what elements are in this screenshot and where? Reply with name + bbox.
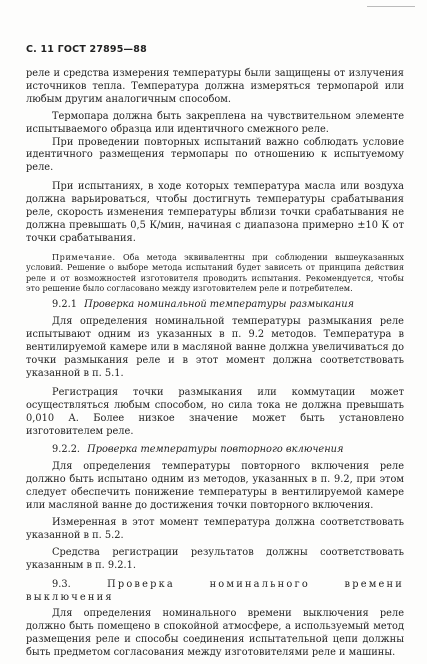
paragraph-repeat-tests: При проведении повторных испытаний важно соблюдать условие идентичного размещения термопары по отношению к испытуемому реле.: [26, 136, 404, 174]
paragraph-thermocouple: Термопара должна быть закреплена на чувствительном элементе испытываемого образца или идентичного смежного реле.: [26, 110, 404, 135]
section-number: 9.3.: [52, 578, 71, 590]
paragraph-temperature-rate: При испытаниях, в ходе которых температура масла или воздуха должна варьироваться, чтобы достигнуть температуры срабатывания реле, скорость изменения температуры вблизи точки срабатывания не должна превышать 0,5 К/мин, начиная с диапазона примерно ±10 К от точки срабатывания.: [26, 181, 404, 244]
paragraph-continuation: реле и средства измерения температуры были защищены от излучения источников тепла. Температура должна измеряться термопарой или любым другим аналогичным способом.: [26, 68, 404, 105]
note-label: Примечание.: [52, 251, 116, 262]
paragraph-switch-off-time: Для определения номинального времени выключения реле должно быть помещено в спокойной атмосфере, а используемый метод размещения реле и способы соединения испытательной цепи должны быть предметом согласования между изготовителями реле и машины.: [26, 608, 404, 659]
section-heading-9-2-1: [26, 299, 404, 312]
section-number: 9.2.2.: [52, 444, 81, 456]
section-title: Проверка номинального времени выключения: [26, 578, 404, 603]
section-number: 9.2.1: [52, 299, 77, 311]
scan-edge-mark: [367, 6, 415, 13]
section-heading-9-3: [26, 579, 404, 605]
paragraph-opening-temp: Для определения номинальной температуры размыкания реле испытывают одним из указанных в п. 9.2 методов. Температура в вентилируемой камере или в масляной ванне должна увеличиваться до точки размыкания реле и в этот момент должна соответствовать указанной в п. 5.1.: [26, 316, 404, 379]
paragraph-measured-temp: Измеренная в этот момент температура должна соответствовать указанной в п. 5.2.: [26, 517, 404, 541]
section-title: Проверка температуры повторного включения: [87, 444, 344, 456]
note-text: Оба метода эквивалентны при соблюдении вышеуказанных условий. Решение о выборе метода испытаний будет зависеть от принципа действия реле и от возможностей изготовителя проводить испытания. Рекомендуется, чтобы это решение было согласовано между изготовителем реле и потребителем.: [26, 251, 404, 293]
paragraph-reclose-temp: Для определения температуры повторного включения реле должно быть испытано одним из методов, указанных в п. 9.2, при этом следует обеспечить понижение температуры в вентилируемой камере или масляной ванне до достижения точки повторного включения.: [26, 461, 404, 512]
paragraph-registration: Регистрация точки размыкания или коммутации может осуществляться любым способом, но сила тока не должна превышать 0,010 А. Более низкое значение может быть установлено изготовителем реле.: [26, 386, 404, 437]
section-title: Проверка номинальной температуры размыкания: [84, 299, 355, 311]
paragraph-recording-means: Средства регистрации результатов должны соответствовать указанным в п. 9.2.1.: [26, 546, 404, 571]
document-body: [26, 68, 404, 660]
section-heading-9-2-2: [26, 444, 404, 457]
page-header: С. 11 ГОСТ 27895—88: [26, 44, 147, 55]
note-block: [26, 252, 404, 294]
